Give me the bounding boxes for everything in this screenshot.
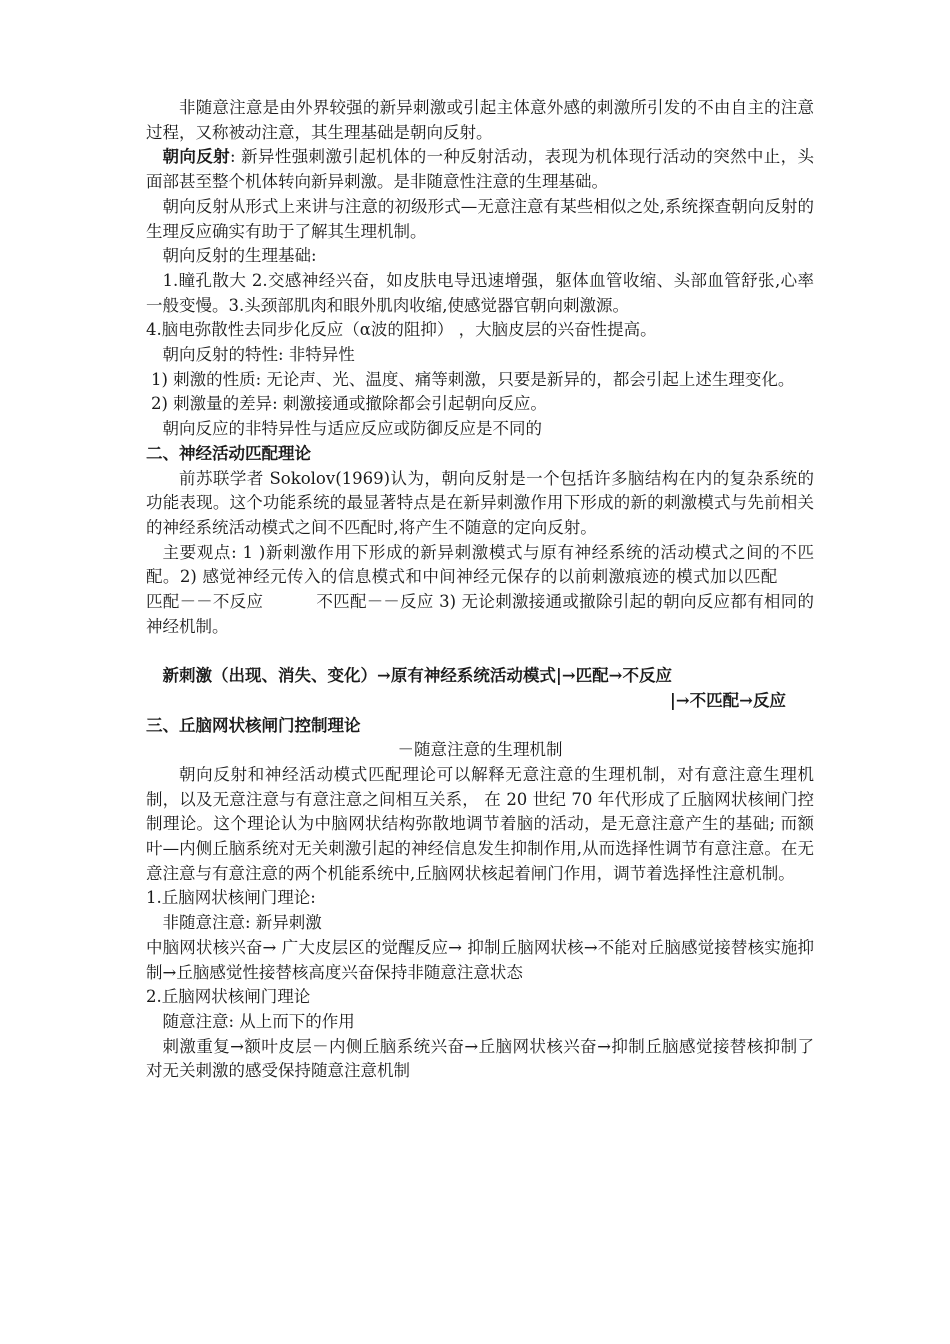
- paragraph-main-views: [146, 541, 814, 640]
- paragraph-voluntary-top-down: 随意注意: 从上而下的作用: [162, 1012, 355, 1031]
- paragraph-sokolov: 前苏联学者 Sokolov(1969)认为，朝向反射是一个包括许多脑结构在内的复杂系统的功能表现。这个功能系统的最显著特点是在新异刺激作用下形成的新的刺激模式与先前相关的神经系统活动模式之间不匹配时,将产生不随意的定向反射。: [146, 468, 814, 537]
- paragraph-physiological-basis-heading: 朝向反射的生理基础:: [162, 246, 317, 266]
- document-page: [146, 96, 814, 1084]
- section-heading-gating-theory: 三、丘脑网状核闸门控制理论: [146, 715, 361, 735]
- term-orienting-reflex: 朝向反射: [162, 147, 230, 167]
- paragraph-orienting-reflex-definition: [146, 145, 814, 194]
- section-subheading: －随意注意的生理机制: [397, 740, 563, 760]
- list-item-stimulus-amount: 2) 刺激量的差异: 刺激接通或撤除都会引起朝向反应。: [150, 394, 547, 414]
- flow-line-2: |→不匹配→反应: [669, 690, 786, 710]
- paragraph-eeg-desync: 4.脑电弥散性去同步化反应（α波的阻抑） ，大脑皮层的兴奋性提高。: [146, 320, 657, 340]
- section-heading-matching-theory: 二、神经活动匹配理论: [146, 443, 311, 463]
- paragraph-gating-1: 1.丘脑网状核闸门理论:: [146, 888, 316, 908]
- list-item-stimulus-nature: 1) 刺激的性质: 无论声、光、温度、痛等刺激，只要是新异的，都会引起上述生理变化。: [150, 369, 795, 389]
- paragraph-involuntary-chain: 中脑网状核兴奋→ 广大皮层区的觉醒反应→ 抑制丘脑网状核→不能对丘脑感觉接替核实施抑制→丘脑感觉性接替核高度兴奋保持非随意注意状态: [146, 937, 814, 982]
- paragraph-physiological-basis-list: 1.瞳孔散大 2.交感神经兴奋，如皮肤电导迅速增强，躯体血管收缩、头部血管舒张,心率一般变慢。3.头颈部肌肉和眼外肌肉收缩,使感觉器官朝向刺激源。: [146, 270, 814, 315]
- paragraph-involuntary-new-stimulus: 非随意注意: 新异刺激: [162, 913, 322, 933]
- match-no-response: 匹配－－不反应: [146, 592, 264, 612]
- paragraph-orienting-reflex-form: 朝向反射从形式上来讲与注意的初级形式—无意注意有某些相似之处,系统探查朝向反射的生理反应确实有助于了解其生理机制。: [146, 196, 814, 241]
- paragraph-voluntary-chain: 刺激重复→额叶皮层－内侧丘脑系统兴奋→丘脑网状核兴奋→抑制丘脑感觉接替核抑制了对无关刺激的感受保持随意注意机制: [146, 1036, 814, 1081]
- paragraph-involuntary-attention: 非随意注意是由外界较强的新异刺激或引起主体意外感的刺激所引发的不由自主的注意过程，又称被动注意，其生理基础是朝向反射。: [146, 98, 814, 142]
- paragraph-gating-2: 2.丘脑网状核闸门理论: [146, 987, 311, 1007]
- mismatch-response: 不匹配－－反应 3) 无论刺激接通或撤除引起的朝向反应都有相同的神经机制。: [146, 592, 814, 636]
- flow-line-1: 新刺激（出现、消失、变化）→原有神经系统活动模式|→匹配→不反应: [162, 666, 672, 686]
- definition-text: : 新异性强刺激引起机体的一种反射活动，表现为机体现行活动的突然中止，头面部甚至整个机体转向新异刺激。是非随意性注意的生理基础。: [146, 147, 815, 192]
- paragraph-characteristics: 朝向反射的特性: 非特异性: [162, 345, 355, 365]
- paragraph-nonspecific: 朝向反应的非特异性与适应反应或防御反应是不同的: [162, 419, 542, 439]
- paragraph-gating-intro: 朝向反射和神经活动模式匹配理论可以解释无意注意的生理机制，对有意注意生理机制，以及无意注意与有意注意之间相互关系， 在 20 世纪 70 年代形成了丘脑网状核闸门控制理论。这个理论认为中脑网状结构弥散地调节着脑的活动，是无意注意产生的基础; 而额叶—内侧丘脑系统对无关刺激引起的神经信息发生抑制作用,从而选择性调节有意注意。在无意注意与有意注意的两个机能系统中,丘脑网状核起着闸门作用，调节着选择性注意机制。: [146, 764, 814, 883]
- main-views-text: 主要观点: 1 )新刺激作用下形成的新异刺激模式与原有神经系统的活动模式之间的不匹配。2) 感觉神经元传入的信息模式和中间神经元保存的以前刺激痕迹的模式加以匹配: [146, 542, 814, 587]
